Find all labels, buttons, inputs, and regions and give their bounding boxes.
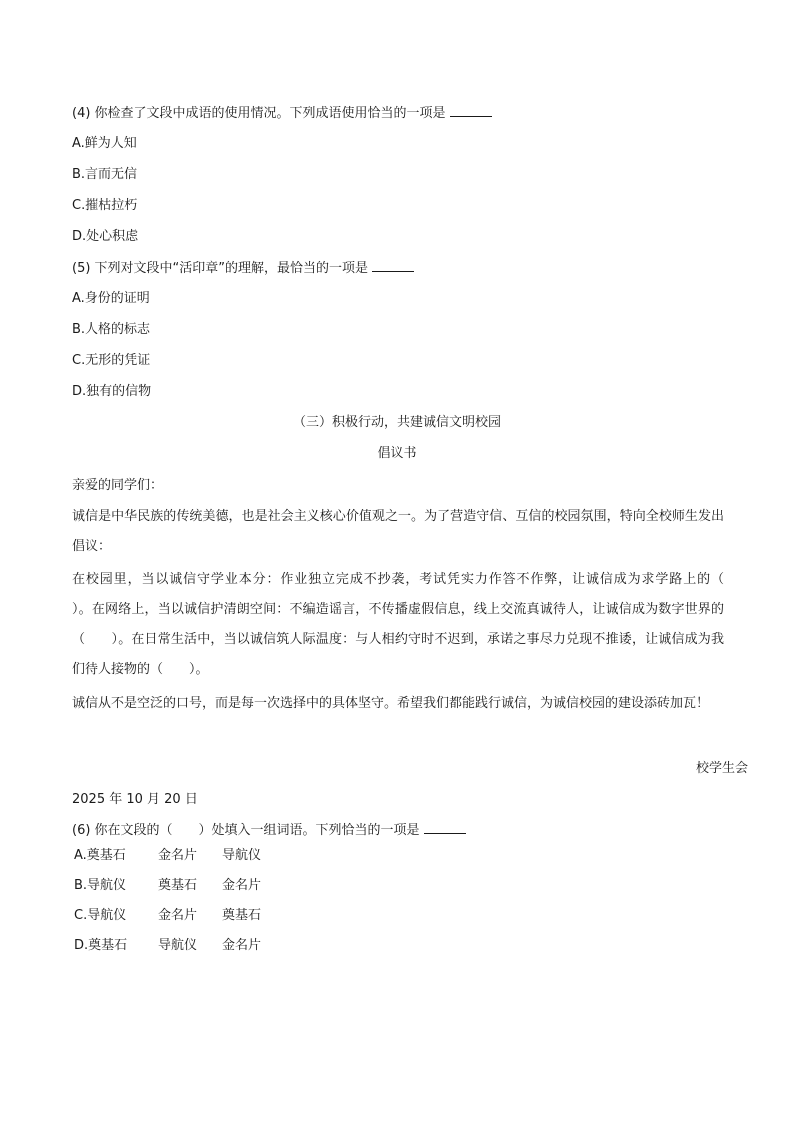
option-b-word-1: B.导航仪 [74, 878, 127, 893]
question-5-text: (5) 下列对文段中“活印章”的理解，最恰当的一项是 [72, 261, 369, 276]
question-6-option-a [74, 847, 282, 865]
question-6-stem [72, 821, 466, 840]
question-4-option-c: C.摧枯拉朽 [72, 198, 138, 213]
question-4-text: (4) 你检查了文段中成语的使用情况。下列成语使用恰当的一项是 [72, 106, 446, 121]
question-6-option-d [74, 937, 282, 955]
question-5-option-a: A.身份的证明 [72, 291, 150, 306]
question-5-option-b: B.人格的标志 [72, 322, 151, 337]
option-a-word-1: A.奠基石 [74, 848, 126, 863]
question-6-option-b [74, 877, 282, 895]
question-5-stem [72, 259, 414, 278]
question-6-option-c [74, 907, 282, 925]
option-c-word-3: 奠基石 [222, 908, 262, 923]
paragraph-proposals: 在校园里，当以诚信守学业本分：作业独立完成不抄袭，考试凭实力作答不作弊，让诚信成为求学路上的（ ）。在网络上，当以诚信护清朗空间：不编造谣言，不传播虚假信息，线上交流真诚待人，让诚信成为数字世界的（ ）。在日常生活中，当以诚信筑人际温度：与人相约守时不迟到，承诺之事尽力兑现不推诿，让诚信成为我们待人接物的（ ）。 [72, 572, 751, 677]
signature: 校学生会 [695, 761, 748, 776]
question-4-option-a: A.鲜为人知 [72, 136, 137, 151]
question-4-option-d: D.处心积虑 [72, 229, 139, 244]
option-a-word-2: 金名片 [158, 848, 198, 863]
option-d-word-1: D.奠基石 [74, 938, 128, 953]
option-b-word-2: 奠基石 [158, 878, 198, 893]
option-d-word-3: 金名片 [222, 938, 262, 953]
option-c-word-1: C.导航仪 [74, 908, 127, 923]
paragraph-intro: 诚信是中华民族的传统美德，也是社会主义核心价值观之一。为了营造守信、互信的校园氛围，特向全校师生发出倡议： [72, 509, 724, 554]
question-4-stem [72, 104, 492, 123]
document-title: 倡议书 [377, 446, 417, 461]
option-c-word-2: 金名片 [158, 908, 198, 923]
question-5-option-d: D.独有的信物 [72, 384, 152, 399]
date: 2025 年 10 月 20 日 [72, 792, 198, 807]
section-heading: （三）积极行动，共建诚信文明校园 [292, 415, 501, 430]
answer-blank-4 [450, 104, 492, 117]
paragraph-closing: 诚信从不是空泛的口号，而是每一次选择中的具体坚守。希望我们都能践行诚信，为诚信校园的建设添砖加瓦！ [72, 696, 710, 711]
question-4-option-b: B.言而无信 [72, 167, 138, 182]
option-d-word-2: 导航仪 [158, 938, 198, 953]
option-a-word-3: 导航仪 [222, 848, 262, 863]
question-5-option-c: C.无形的凭证 [72, 353, 151, 368]
question-6-text: (6) 你在文段的（ ）处填入一组词语。下列恰当的一项是 [72, 823, 420, 838]
option-b-word-3: 金名片 [222, 878, 262, 893]
salutation: 亲爱的同学们： [72, 478, 164, 493]
answer-blank-5 [372, 259, 414, 272]
answer-blank-6 [424, 821, 466, 834]
